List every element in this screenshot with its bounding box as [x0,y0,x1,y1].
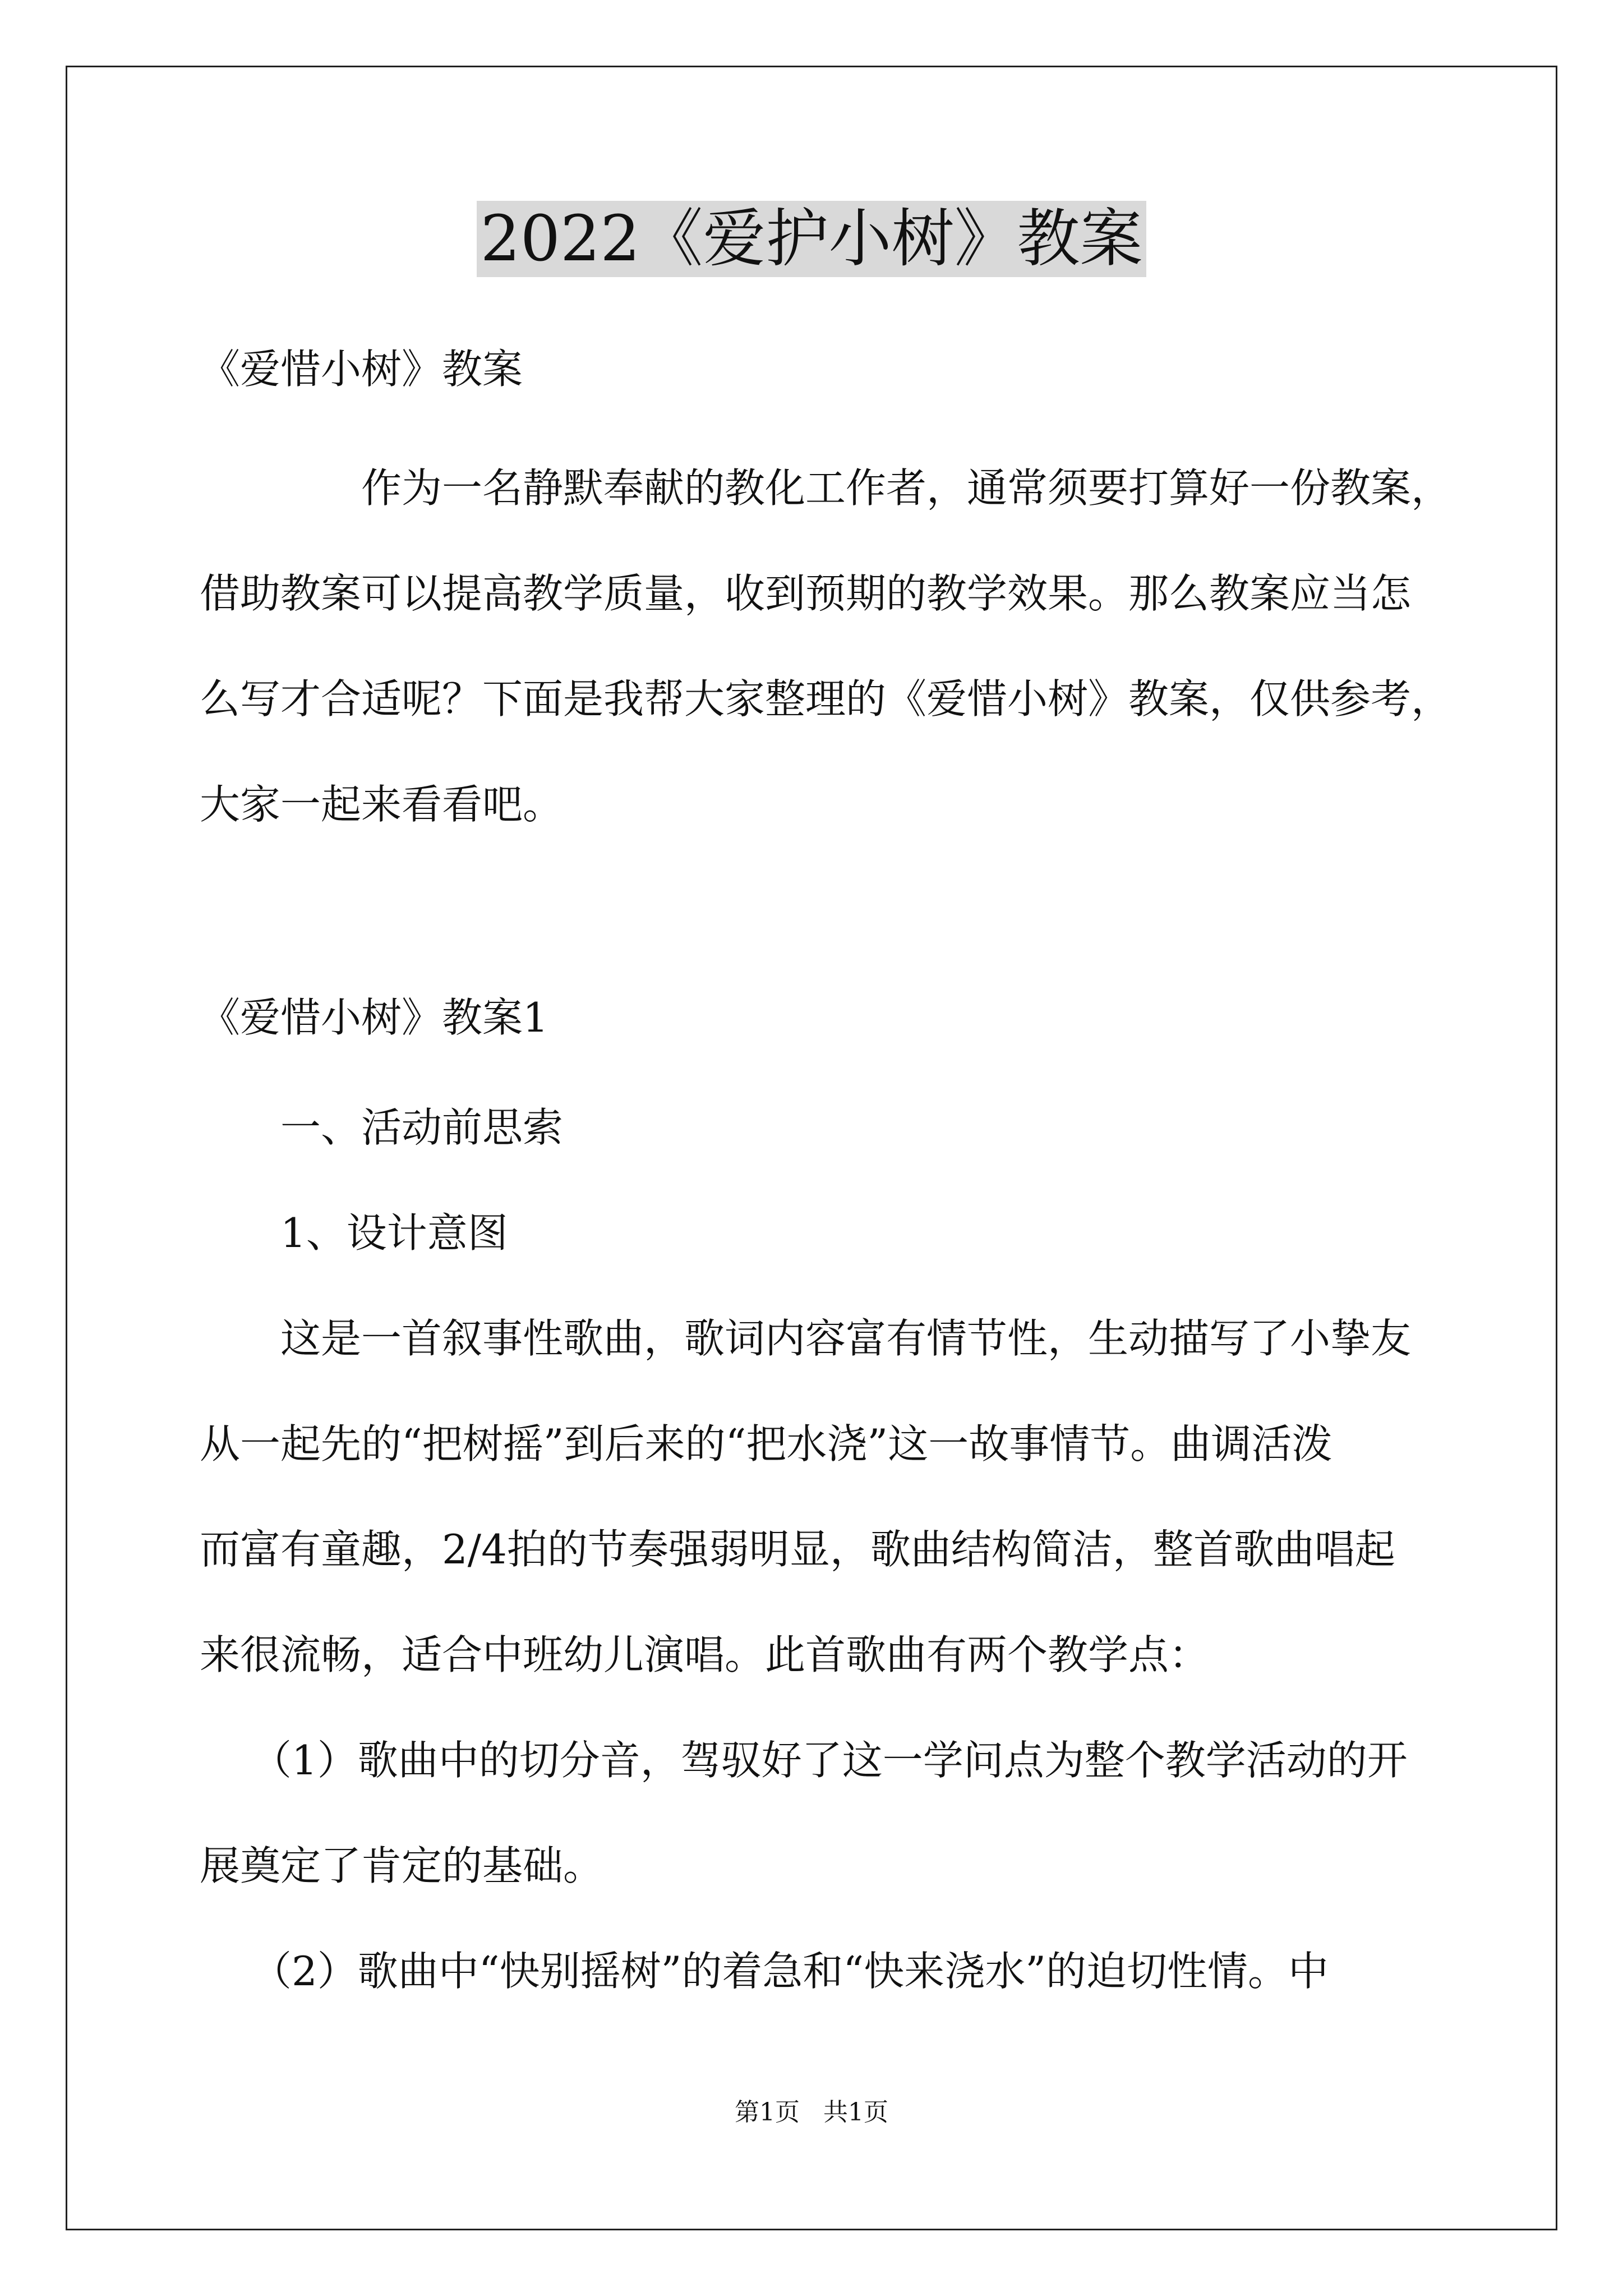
paragraph-line: （1）歌曲中的切分音，驾驭好了这一学问点为整个教学活动的开 [251,1737,1408,1784]
paragraph-line: 作为一名静默奉献的教化工作者，通常须要打算好一份教案， [361,464,1452,512]
paragraph-line: 这是一首叙事性歌曲，歌词内容富有情节性，生动描写了小挚友 [280,1315,1412,1362]
subtitle-line: 《爱惜小树》教案 [200,346,523,393]
paragraph-line: （2）歌曲中“快别摇树”的着急和“快来浇水”的迫切性情。中 [251,1948,1329,1995]
paragraph-line: 从一起先的“把树摇”到后来的“把水浇”这一故事情节。曲调活泼 [200,1420,1332,1467]
section-heading: 一、活动前思索 [280,1104,564,1151]
paragraph-line: 么写才合适呢？下面是我帮大家整理的《爱惜小树》教案，仅供参考， [200,675,1452,723]
sub-heading: 1、设计意图 [280,1209,508,1257]
title-container [0,201,1623,277]
paragraph-line: 来很流畅，适合中班幼儿演唱。此首歌曲有两个教学点： [200,1631,1210,1678]
page-footer [0,2096,1623,2129]
page-number: 第1页 [735,2098,800,2127]
paragraph-line: 展奠定了肯定的基础。 [200,1842,604,1889]
paragraph-line: 借助教案可以提高教学质量，收到预期的教学效果。那么教案应当怎 [200,570,1412,617]
page-count: 共1页 [823,2098,888,2127]
paragraph-line: 大家一起来看看吧。 [200,781,564,828]
document-title: 2022《爱护小树》教案 [477,201,1146,277]
paragraph-line: 而富有童趣，2/4拍的节奏强弱明显，歌曲结构简洁，整首歌曲唱起 [200,1526,1395,1573]
section-heading: 《爱惜小树》教案1 [200,994,548,1041]
